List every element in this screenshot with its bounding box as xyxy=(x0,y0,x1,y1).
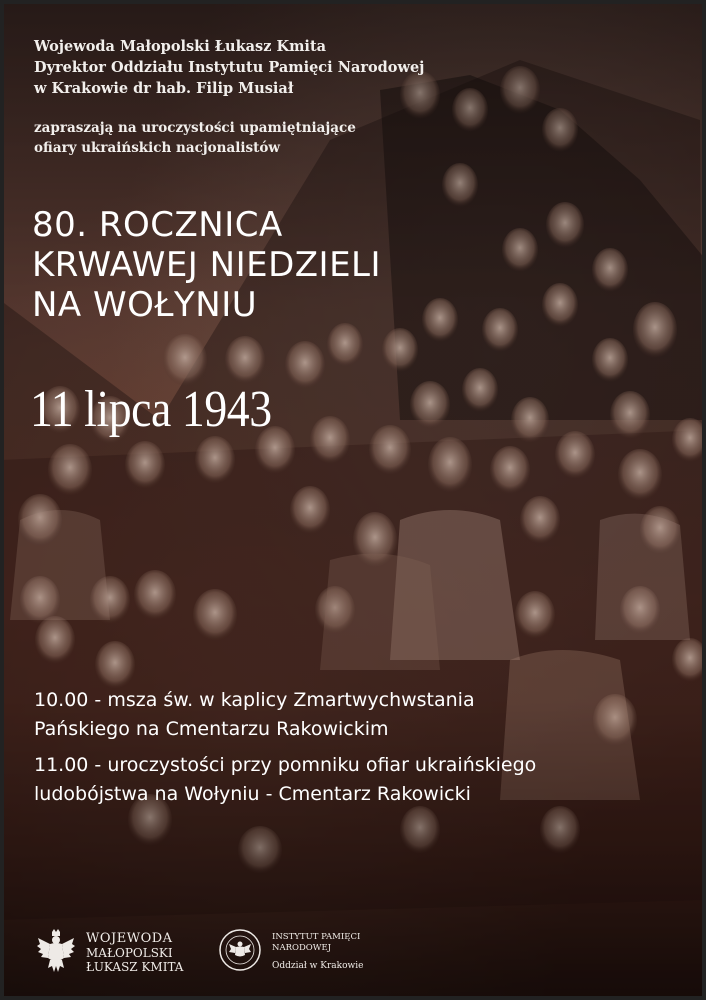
ipn-seal-icon xyxy=(218,928,262,976)
ipn-logo-line: INSTYTUT PAMIĘCI xyxy=(272,932,361,942)
schedule-item xyxy=(34,751,684,809)
schedule-line: Pańskiego na Cmentarzu Rakowickim xyxy=(34,718,389,740)
organizer-line: Dyrektor Oddziału Instytutu Pamięci Narodowej xyxy=(34,59,425,76)
ipn-logo-line: NARODOWEJ xyxy=(272,943,332,953)
schedule-item xyxy=(34,686,684,744)
invitation-line: zapraszają na uroczystości upamiętniające xyxy=(34,120,356,136)
voivode-logo xyxy=(36,928,183,978)
title-line: NA WOŁYNIU xyxy=(32,285,258,325)
schedule-line: ludobójstwa na Wołyniu - Cmentarz Rakowicki xyxy=(34,783,471,805)
invitation-line: ofiary ukraińskich nacjonalistów xyxy=(34,140,280,156)
ipn-branch-label: Oddział w Krakowie xyxy=(272,961,364,971)
schedule xyxy=(34,686,684,809)
invitation-text xyxy=(34,118,356,158)
title-line: 80. ROCZNICA xyxy=(32,205,283,245)
eagle-emblem-icon xyxy=(36,928,76,978)
event-date: 11 lipca 1943 xyxy=(30,381,272,438)
schedule-line: 11.00 - uroczystości przy pomniku ofiar ukraińskiego xyxy=(34,754,537,776)
voivode-logo-text xyxy=(86,932,183,974)
ipn-logo xyxy=(218,928,363,976)
title-line: KRWAWEJ NIEDZIELI xyxy=(32,245,382,285)
ipn-logo-text xyxy=(272,932,363,972)
schedule-line: 10.00 - msza św. w kaplicy Zmartwychwstania xyxy=(34,689,475,711)
main-title xyxy=(32,205,381,325)
voivode-logo-line: WOJEWODA xyxy=(86,931,173,946)
voivode-logo-line: ŁUKASZ KMITA xyxy=(86,960,184,974)
organizer-line: Wojewoda Małopolski Łukasz Kmita xyxy=(34,38,327,55)
organizers-block xyxy=(34,36,424,99)
organizer-line: w Krakowie dr hab. Filip Musiał xyxy=(34,80,294,97)
voivode-logo-line: MAŁOPOLSKI xyxy=(86,946,173,960)
